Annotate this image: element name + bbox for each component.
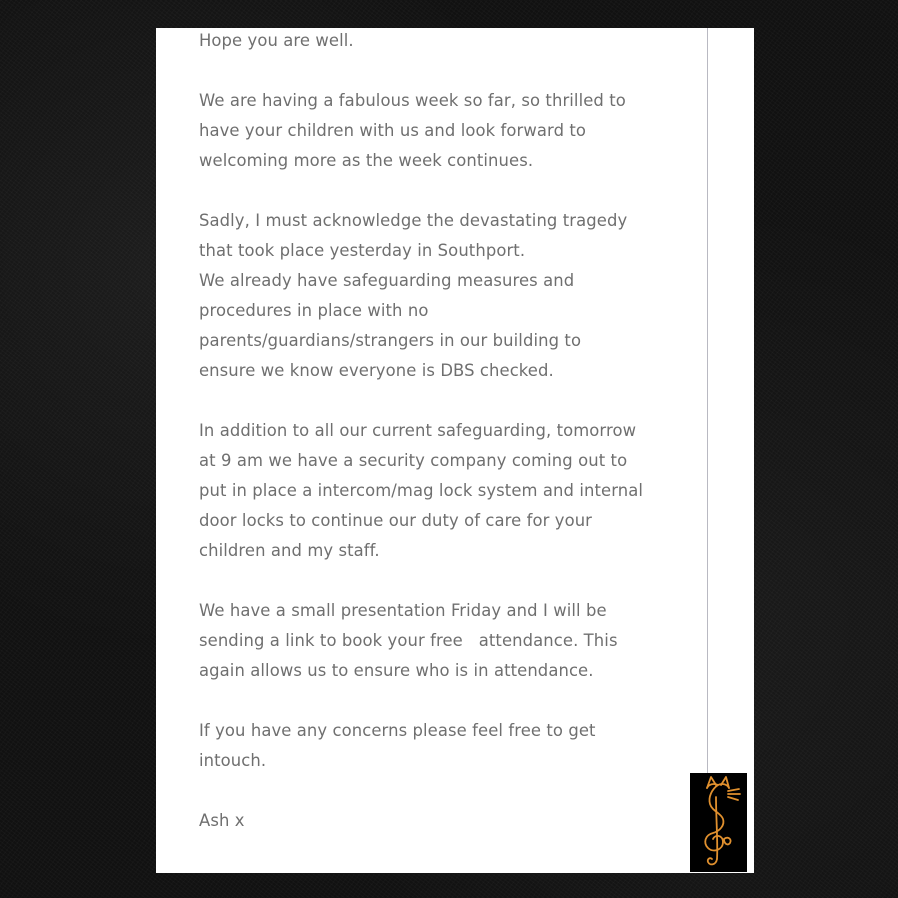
letter-line: We are having a fabulous week so far, so thrilled to	[199, 91, 626, 110]
letter-line: ensure we know everyone is DBS checked.	[199, 361, 554, 380]
letter-line: at 9 am we have a security company coming out to	[199, 451, 628, 470]
letter-line: have your children with us and look forward to	[199, 121, 587, 140]
letter-paragraph	[199, 716, 699, 776]
letter-line: Ash x	[199, 811, 245, 830]
letter-line: If you have any concerns please feel free to get	[199, 721, 596, 740]
letter-line: put in place a intercom/mag lock system and internal	[199, 481, 644, 500]
cat-treble-clef-icon	[690, 773, 747, 872]
letter-paragraph	[199, 28, 699, 56]
letter-line: door locks to continue our duty of care for your	[199, 511, 593, 530]
letter-line: We already have safeguarding measures and	[199, 271, 575, 290]
letter-line: Sadly, I must acknowledge the devastating tragedy	[199, 211, 628, 230]
letter-paragraph	[199, 416, 699, 566]
letter-line: children and my staff.	[199, 541, 380, 560]
letter-body	[199, 28, 699, 866]
logo	[690, 773, 747, 872]
letter-paragraph	[199, 206, 699, 386]
margin-rule	[707, 28, 708, 773]
letter-line: We have a small presentation Friday and I will be	[199, 601, 607, 620]
letter-paragraph	[199, 86, 699, 176]
letter-paragraph	[199, 596, 699, 686]
letter-line: procedures in place with no	[199, 301, 429, 320]
letter-card	[156, 28, 754, 873]
letter-line: parents/guardians/strangers in our building to	[199, 331, 582, 350]
letter-line: intouch.	[199, 751, 267, 770]
letter-line: In addition to all our current safeguarding, tomorrow	[199, 421, 637, 440]
letter-paragraph	[199, 806, 699, 836]
letter-line: welcoming more as the week continues.	[199, 151, 534, 170]
letter-line: sending a link to book your free attendance. This	[199, 631, 618, 650]
letter-line: again allows us to ensure who is in attendance.	[199, 661, 594, 680]
letter-line: Hope you are well.	[199, 31, 354, 50]
letter-line: that took place yesterday in Southport.	[199, 241, 526, 260]
